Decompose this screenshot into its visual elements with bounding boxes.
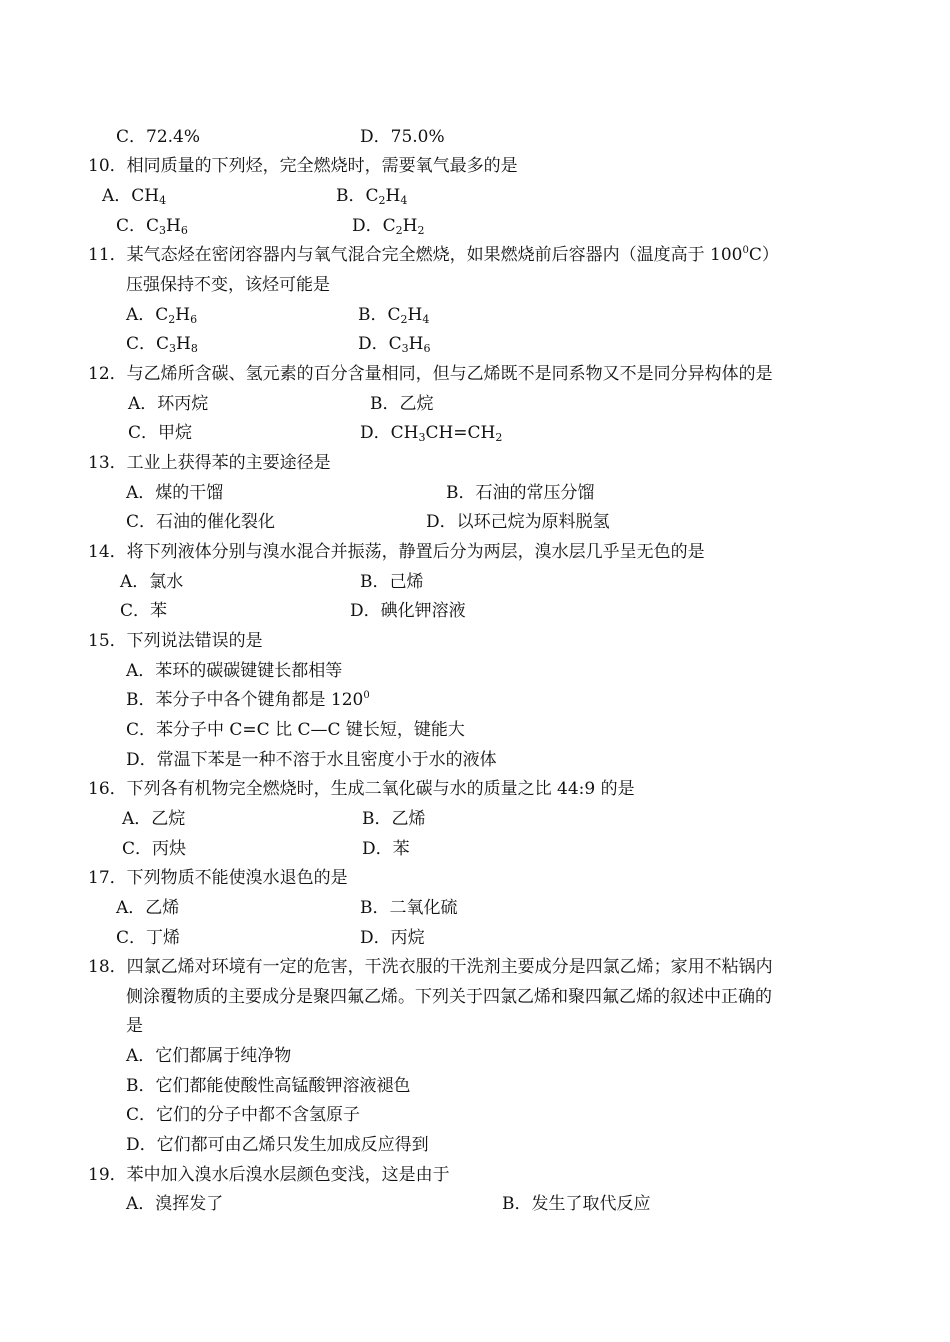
q14-option-b: B．己烯 bbox=[360, 572, 424, 592]
q17-option-d: D．丙烷 bbox=[360, 928, 425, 948]
q13-option-c: C．石油的催化裂化 bbox=[126, 512, 276, 532]
q15-option-a: A．苯环的碳碳键键长都相等 bbox=[126, 661, 343, 681]
q12-option-c: C．甲烷 bbox=[128, 423, 193, 443]
q11-option-a: A．$C_2H_6$ bbox=[126, 305, 198, 326]
q19-stem: 19．苯中加入溴水后溴水层颜色变浅，这是由于 bbox=[88, 1165, 450, 1185]
q18-stem-line2: 侧涂覆物质的主要成分是聚四氟乙烯。下列关于四氯乙烯和聚四氟乙烯的叙述中正确的 bbox=[126, 987, 772, 1007]
q14-option-c: C．苯 bbox=[120, 601, 168, 621]
q12-option-d: D．$CH_3CH=CH_2$ bbox=[360, 423, 503, 444]
q13-option-b: B．石油的常压分馏 bbox=[446, 483, 595, 503]
q16-option-c: C．丙炔 bbox=[122, 839, 187, 859]
q15-stem: 15．下列说法错误的是 bbox=[88, 631, 263, 651]
q12-option-a: A．环丙烷 bbox=[128, 394, 209, 414]
q16-option-a: A．乙烷 bbox=[122, 809, 186, 829]
q10-option-d: D．$C_2H_2$ bbox=[352, 216, 425, 237]
q16-stem: 16．下列各有机物完全燃烧时，生成二氧化碳与水的质量之比 44:9 的是 bbox=[88, 779, 635, 799]
q15-option-c: C．苯分子中 C=C 比 C—C 键长短，键能大 bbox=[126, 720, 465, 740]
q18-stem-line3: 是 bbox=[126, 1016, 143, 1036]
q18-option-b: B．它们都能使酸性高锰酸钾溶液褪色 bbox=[126, 1076, 411, 1096]
q17-option-a: A．乙烯 bbox=[116, 898, 180, 918]
q18-option-c: C．它们的分子中都不含氢原子 bbox=[126, 1105, 361, 1125]
q12-stem: 12．与乙烯所含碳、氢元素的百分含量相同，但与乙烯既不是同系物又不是同分异构体的是 bbox=[88, 364, 773, 384]
q17-option-c: C．丁烯 bbox=[116, 928, 181, 948]
q10-stem: 10．相同质量的下列烃，完全燃烧时，需要氧气最多的是 bbox=[88, 156, 518, 176]
q17-option-b: B．二氧化硫 bbox=[360, 898, 458, 918]
q10-option-b: B．$C_2H_4$ bbox=[336, 186, 408, 207]
q16-option-b: B．乙烯 bbox=[362, 809, 426, 829]
q12-option-b: B．乙烷 bbox=[370, 394, 434, 414]
q15-option-d: D．常温下苯是一种不溶于水且密度小于水的液体 bbox=[126, 750, 497, 770]
q14-stem: 14．将下列液体分别与溴水混合并振荡，静置后分为两层，溴水层几乎呈无色的是 bbox=[88, 542, 705, 562]
q11-option-b: B．$C_2H_4$ bbox=[358, 305, 430, 326]
q13-stem: 13．工业上获得苯的主要途径是 bbox=[88, 453, 331, 473]
q11-option-d: D．$C_3H_6$ bbox=[358, 334, 431, 355]
q18-stem-line1: 18．四氯乙烯对环境有一定的危害，干洗衣服的干洗剂主要成分是四氯乙烯；家用不粘锅内 bbox=[88, 957, 773, 977]
q9-option-c: C．72.4% bbox=[116, 127, 201, 147]
q15-option-b: B．苯分子中各个键角都是 $120^0$ bbox=[126, 690, 370, 710]
q13-option-a: A．煤的干馏 bbox=[126, 483, 224, 503]
q14-option-a: A．氯水 bbox=[120, 572, 184, 592]
q14-option-d: D．碘化钾溶液 bbox=[350, 601, 466, 621]
q11-option-c: C．$C_3H_8$ bbox=[126, 334, 198, 355]
q18-option-d: D．它们都可由乙烯只发生加成反应得到 bbox=[126, 1135, 429, 1155]
q10-option-a: A．$CH_4$ bbox=[102, 186, 167, 207]
q11-stem-line1: 11．某气态烃在密闭容器内与氧气混合完全燃烧，如果燃烧前后容器内（温度高于 $100^0C$） bbox=[88, 245, 779, 265]
q13-option-d: D．以环己烷为原料脱氢 bbox=[426, 512, 610, 532]
q10-option-c: C．$C_3H_6$ bbox=[116, 216, 188, 237]
q19-option-a: A．溴挥发了 bbox=[126, 1194, 224, 1214]
q19-option-b: B．发生了取代反应 bbox=[502, 1194, 651, 1214]
q16-option-d: D．苯 bbox=[362, 839, 410, 859]
q17-stem: 17．下列物质不能使溴水退色的是 bbox=[88, 868, 348, 888]
q18-option-a: A．它们都属于纯净物 bbox=[126, 1046, 292, 1066]
q9-option-d: D．75.0% bbox=[360, 127, 445, 147]
q11-stem-line2: 压强保持不变，该烃可能是 bbox=[126, 275, 330, 295]
